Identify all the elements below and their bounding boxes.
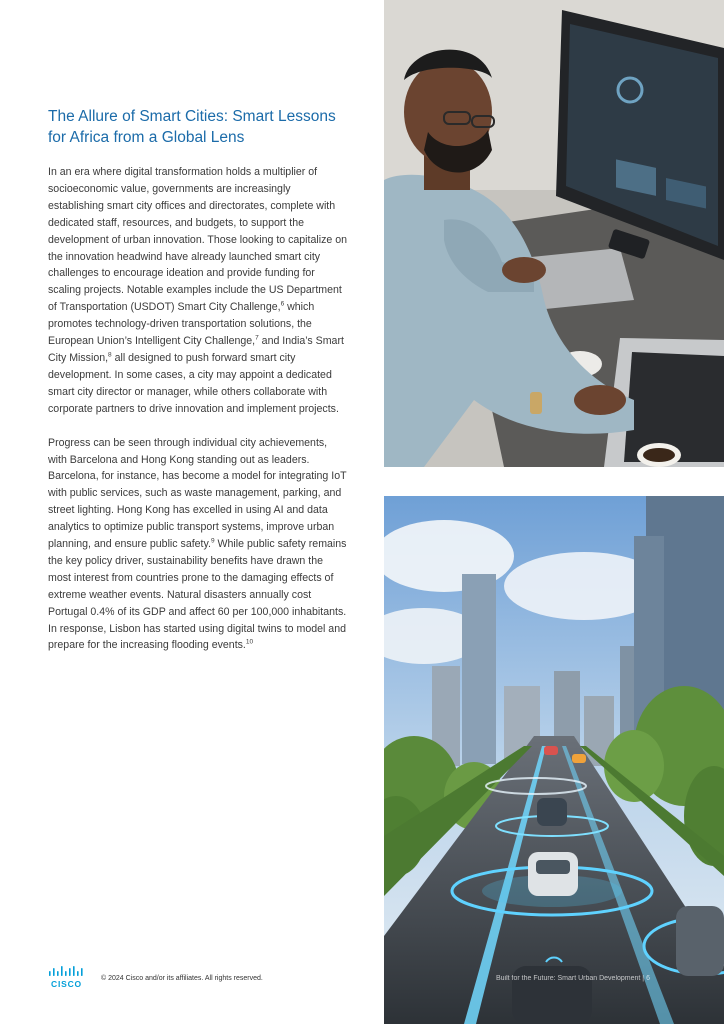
paragraph-text: all designed to push forward smart city development. In some cases, a city may appoint a dedicated smart city director or manager, while others collaborate with corporate partners to drive innovation and implement projects. [48, 351, 339, 415]
paragraph-text: and India’s Smart City Mission, [48, 335, 344, 364]
reference-marker: 10 [245, 638, 254, 646]
smart-city-road-photo [384, 496, 724, 1024]
cisco-logo-icon [49, 966, 83, 989]
paragraph-2 [48, 435, 348, 655]
footer-source-label: Built for the Future: Smart Urban Development [496, 975, 641, 982]
reference-marker: 9 [210, 537, 215, 545]
footer-page-number: 6 [646, 975, 650, 982]
paragraph-1 [48, 164, 348, 418]
paragraph-text: While public safety remains the key policy driver, sustainability benefits have drawn the most interest from countries prone to the damaging effects of extreme weather events. Natural disasters annually cost Portugal 0.4% of its GDP and affect 60 per 100,000 inhabitants. In response, Lisbon has started using digital twins to model and prepare for the increasing flooding events. [48, 538, 347, 652]
reference-marker: 6 [280, 300, 285, 308]
man-working-at-computer-photo [384, 0, 724, 467]
cisco-logo-text: CISCO [51, 979, 82, 989]
reference-marker: 8 [108, 351, 112, 359]
body-text [48, 164, 348, 671]
footer-copyright: © 2024 Cisco and/or its affiliates. All rights reserved. [101, 975, 263, 982]
page-heading: The Allure of Smart Cities: Smart Lessons for Africa from a Global Lens [48, 108, 336, 146]
paragraph-text: which promotes technology-driven transportation solutions, the European Union’s Intelligent City Challenge, [48, 301, 315, 348]
paragraph-text: In an era where digital transformation holds a multiplier of socioeconomic value, governments are increasingly establishing smart city offices and directorates, complete with dedicated staff, resources, and budgets, to support the development of urban innovation. Those looking to capitalize on the innovation headwind have already launched smart city challenges to encourage ideation and provide funding for scaling projects. Notable examples include the US Department of Transportation (USDOT) Smart City Challenge, [48, 166, 347, 314]
reference-marker: 7 [255, 334, 259, 342]
cisco-logo [48, 966, 88, 990]
paragraph-text: Progress can be seen through individual city achievements, with Barcelona and Hong Kong standing out as leaders. Barcelona, for instance, has become a model for integrating IoT with public services, such as waste management, parking, and street lighting. Hong Kong has excelled in using AI and data analytics to optimize public transport systems, improve urban planning, and ensure public safety. [48, 436, 347, 551]
footer-document-title: Built for the Future: Smart Urban Development | 6 [496, 975, 650, 982]
